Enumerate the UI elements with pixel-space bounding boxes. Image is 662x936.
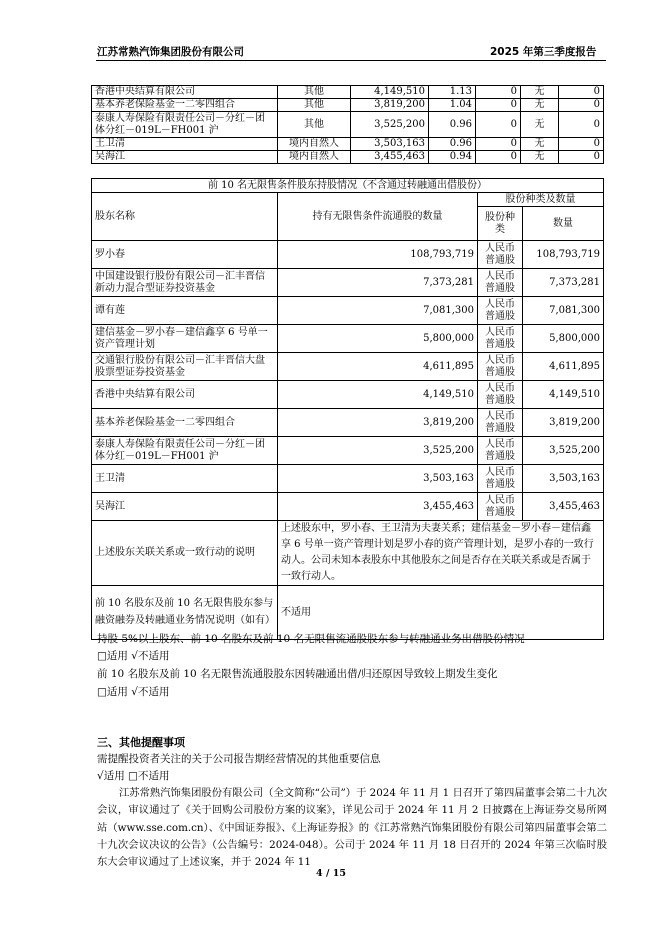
- cell-amount: 7,373,281: [523, 269, 604, 297]
- table-row: [92, 409, 604, 437]
- cell-ratio: 0.96: [429, 138, 476, 151]
- table-row: [92, 465, 604, 493]
- cell-amount: 3,503,163: [523, 465, 604, 493]
- cell-shares: 4,149,510: [351, 86, 429, 99]
- section-intro: 需提醒投资者关注的关于公司报告期经营情况的其他重要信息: [97, 753, 381, 765]
- cell-qty: 108,793,719: [278, 241, 478, 269]
- cell-qty: 7,081,300: [278, 297, 478, 325]
- cell-name: 交通银行股份有限公司－汇丰晋信大盘股票型证券投资基金: [92, 353, 278, 381]
- section-options: √适用 □不适用: [97, 770, 170, 782]
- cell-ratio: 0.96: [429, 112, 476, 138]
- cell-pledge-status: 无: [521, 86, 559, 99]
- cell-name: 香港中央结算有限公司: [92, 86, 278, 99]
- col-header-kind-group: 股份种类及数量: [478, 193, 604, 207]
- col-header-kind: 股份种类: [478, 207, 523, 241]
- cell-pledge-qty: 0: [559, 86, 604, 99]
- cell-restricted: 0: [476, 138, 521, 151]
- cell-amount: 108,793,719: [523, 241, 604, 269]
- cell-qty: 3,455,463: [278, 493, 478, 521]
- cell-kind: 人民币普通股: [478, 241, 523, 269]
- cell-restricted: 0: [476, 86, 521, 99]
- cell-pledge-qty: 0: [559, 112, 604, 138]
- cell-amount: 3,819,200: [523, 409, 604, 437]
- cell-kind: 人民币普通股: [478, 325, 523, 353]
- header-report-title: 2025 年第三季度报告: [490, 46, 597, 58]
- table-row: [92, 437, 604, 465]
- cell-restricted: 0: [476, 99, 521, 112]
- cell-qty: 3,525,200: [278, 437, 478, 465]
- cell-name: 基本养老保险基金一二零四组合: [92, 99, 278, 112]
- cell-shares: 3,819,200: [351, 99, 429, 112]
- cell-type: 其他: [278, 99, 351, 112]
- header-divider: [96, 60, 606, 61]
- table-row: [92, 353, 604, 381]
- cell-pledge-status: 无: [521, 99, 559, 112]
- cell-shares: 3,455,463: [351, 151, 429, 164]
- cell-kind: 人民币普通股: [478, 269, 523, 297]
- cell-ratio: 1.04: [429, 99, 476, 112]
- cell-kind: 人民币普通股: [478, 353, 523, 381]
- cell-ratio: 1.13: [429, 86, 476, 99]
- margin-text: 不适用: [278, 586, 604, 640]
- change-statement: 前 10 名股东及前 10 名无限售流通股股东因转融通出借/归还原因导致较上期发生变化: [97, 668, 498, 680]
- cell-qty: 3,503,163: [278, 465, 478, 493]
- col-header-name: 股东名称: [92, 193, 278, 241]
- cell-amount: 7,081,300: [523, 297, 604, 325]
- cell-amount: 3,525,200: [523, 437, 604, 465]
- cell-qty: 5,800,000: [278, 325, 478, 353]
- table-row: [92, 86, 604, 99]
- cell-shares: 3,525,200: [351, 112, 429, 138]
- table-row: [92, 297, 604, 325]
- cell-restricted: 0: [476, 112, 521, 138]
- cell-name: 罗小春: [92, 241, 278, 269]
- relation-text: 上述股东中，罗小春、王卫清为夫妻关系；建信基金－罗小春－建信鑫享 6 号单一资产管理计划是罗小春的资产管理计划，是罗小春的一致行动人。公司未知本表股东中其他股东之间是否存在关联关系或是否属于一致行动人。: [278, 521, 604, 586]
- cell-pledge-status: 无: [521, 112, 559, 138]
- cell-pledge-status: 无: [521, 138, 559, 151]
- table-row: [92, 493, 604, 521]
- cell-type: 境内自然人: [278, 151, 351, 164]
- cell-kind: 人民币普通股: [478, 465, 523, 493]
- table-row: [92, 381, 604, 409]
- table-row: [92, 269, 604, 297]
- cell-pledge-qty: 0: [559, 138, 604, 151]
- cell-qty: 3,819,200: [278, 409, 478, 437]
- col-header-amount: 数量: [523, 207, 604, 241]
- col-header-qty: 持有无限售条件流通股的数量: [278, 193, 478, 241]
- section-body: 江苏常熟汽饰集团股份有限公司（全文简称“公司”）于 2024 年 11 月 1 日召开了第四届董事会第二十九次会议，审议通过了《关于回购公司股份方案的议案》，详见公司于 2024 年 11 月 2 日披露在上海证券交易所网站（www.sse.com.cn）、《中国证券报》、《上海证券报》的《江苏常熟汽饰集团股份有限公司第四届董事会第二十九次会议决议的公告》（公告编号：2024-048）。公司于 2024 年 11 月 18 日召开的 2024 年第三次临时股东大会审议通过了上述议案，并于 2024 年 11: [97, 787, 607, 869]
- cell-amount: 5,800,000: [523, 325, 604, 353]
- cell-name: 吴海江: [92, 493, 278, 521]
- cell-kind: 人民币普通股: [478, 437, 523, 465]
- table-row: [92, 241, 604, 269]
- cell-name: 吴海江: [92, 151, 278, 164]
- table-row: [92, 99, 604, 112]
- unrestricted-title: 前 10 名无限售条件股东持股情况（不含通过转融通出借股份）: [92, 179, 604, 193]
- cell-kind: 人民币普通股: [478, 381, 523, 409]
- cell-pledge-qty: 0: [559, 151, 604, 164]
- table-row: [92, 138, 604, 151]
- table-row: [92, 151, 604, 164]
- cell-name: 谭有莲: [92, 297, 278, 325]
- section-title: 三、其他提醒事项: [97, 736, 185, 749]
- cell-name: 泰康人寿保险有限责任公司－分红－团体分红－019L－FH001 沪: [92, 112, 278, 138]
- header-company: 江苏常熟汽饰集团股份有限公司: [97, 46, 244, 58]
- cell-pledge-status: 无: [521, 151, 559, 164]
- cell-amount: 4,149,510: [523, 381, 604, 409]
- top10-shareholders-table-tail: [91, 85, 604, 164]
- cell-name: 王卫清: [92, 138, 278, 151]
- cell-name: 香港中央结算有限公司: [92, 381, 278, 409]
- cell-kind: 人民币普通股: [478, 493, 523, 521]
- cell-qty: 7,373,281: [278, 269, 478, 297]
- cell-qty: 4,149,510: [278, 381, 478, 409]
- cell-type: 其他: [278, 86, 351, 99]
- cell-pledge-qty: 0: [559, 99, 604, 112]
- lending-statement: 持股 5%以上股东、前 10 名股东及前 10 名无限售流通股股东参与转融通业务出借股份情况: [97, 633, 525, 645]
- cell-type: 境内自然人: [278, 138, 351, 151]
- relation-label: 上述股东关联关系或一致行动的说明: [92, 521, 278, 586]
- cell-restricted: 0: [476, 151, 521, 164]
- cell-amount: 4,611,895: [523, 353, 604, 381]
- change-options: □适用 √不适用: [97, 686, 170, 698]
- cell-name: 泰康人寿保险有限责任公司－分红－团体分红－019L－FH001 沪: [92, 437, 278, 465]
- lending-options: □适用 √不适用: [97, 650, 170, 662]
- cell-kind: 人民币普通股: [478, 409, 523, 437]
- cell-shares: 3,503,163: [351, 138, 429, 151]
- cell-amount: 3,455,463: [523, 493, 604, 521]
- cell-kind: 人民币普通股: [478, 297, 523, 325]
- page-number: 4 / 15: [316, 868, 346, 879]
- cell-name: 王卫清: [92, 465, 278, 493]
- cell-name: 中国建设银行股份有限公司－汇丰晋信新动力混合型证券投资基金: [92, 269, 278, 297]
- margin-label: 前 10 名股东及前 10 名无限售股东参与融资融券及转融通业务情况说明（如有）: [92, 586, 278, 640]
- cell-qty: 4,611,895: [278, 353, 478, 381]
- cell-type: 其他: [278, 112, 351, 138]
- unrestricted-shareholders-table: [91, 178, 604, 640]
- table-row: [92, 325, 604, 353]
- cell-name: 建信基金－罗小春－建信鑫享 6 号单一资产管理计划: [92, 325, 278, 353]
- cell-ratio: 0.94: [429, 151, 476, 164]
- cell-name: 基本养老保险基金一二零四组合: [92, 409, 278, 437]
- table-row: [92, 112, 604, 138]
